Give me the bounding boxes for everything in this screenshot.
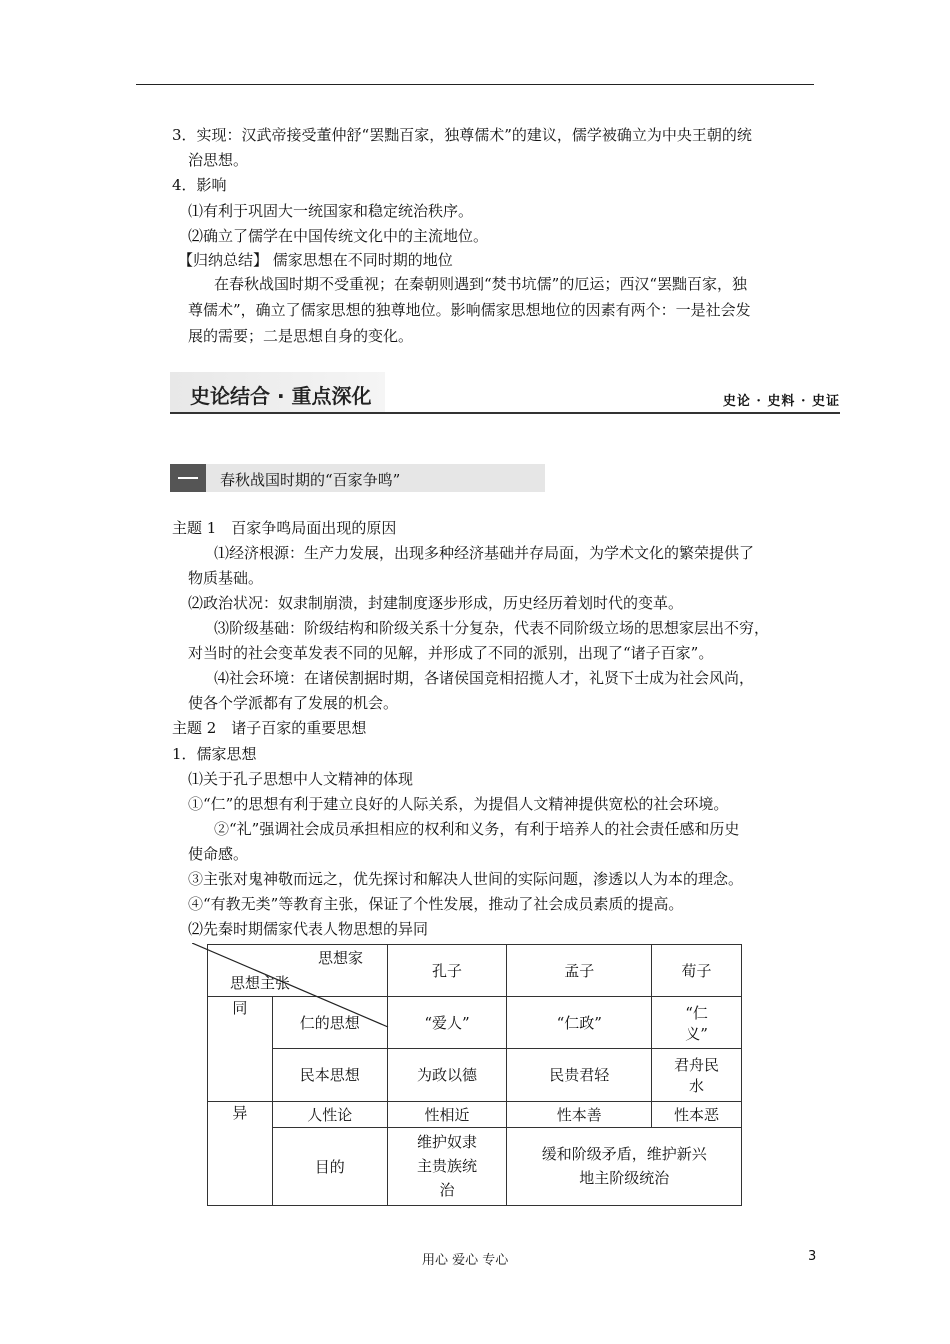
summary-line2: 尊儒术”，确立了儒家思想的独尊地位。影响儒家思想地位的因素有两个：一是社会发	[188, 301, 751, 319]
row-group-diff: 异	[208, 1101, 273, 1205]
cell-ren-xunzi-line1: “仁	[685, 1003, 708, 1022]
theme2-heading1: 1．儒家思想	[172, 745, 257, 763]
summary-title: 【归纳总结】 儒家思想在不同时期的地位	[178, 251, 453, 269]
item3-line1: 3．实现：汉武帝接受董仲舒“罢黜百家，独尊儒术”的建议，儒学被确立为中央王朝的统	[172, 126, 752, 144]
row-label-mu: 目的	[272, 1127, 387, 1205]
summary-line3: 展的需要；二是思想自身的变化。	[188, 327, 414, 345]
row-group-same: 同	[208, 997, 273, 1101]
cell-mu-kongzi	[387, 1127, 507, 1205]
cell-mu-kongzi-line3: 治	[439, 1181, 455, 1200]
subsection-title: 春秋战国时期的“百家争鸣”	[220, 471, 401, 489]
corner-cell	[208, 945, 388, 997]
theme1-p1-line1: ⑴经济根源：生产力发展，出现多种经济基础并存局面，为学术文化的繁荣提供了	[214, 544, 755, 562]
cell-mu-other	[507, 1127, 742, 1205]
col-header-xunzi: 荀子	[652, 945, 742, 997]
item3-line2: 治思想。	[188, 151, 249, 169]
row-label-min: 民本思想	[272, 1049, 387, 1101]
cell-mu-other-line1: 缓和阶级矛盾，维护新兴	[541, 1145, 707, 1164]
item4-point2: ⑵确立了儒学在中国传统文化中的主流地位。	[188, 227, 489, 245]
row-label-ren: 仁的思想	[272, 997, 387, 1049]
comparison-table	[207, 944, 742, 1206]
subsection-number	[170, 464, 206, 492]
theme1-p3-line2: 对当时的社会变革发表不同的见解，并形成了不同的派别，出现了“诸子百家”。	[188, 644, 714, 662]
table-row	[208, 1101, 742, 1127]
subsection-header	[170, 464, 545, 492]
theme2-point2-line1: ②“礼”强调社会成员承担相应的权利和义务，有利于培养人的社会责任感和历史	[214, 820, 740, 838]
section-subtitle: 史论 · 史料 · 史证	[722, 394, 840, 409]
section-header-line	[170, 412, 840, 414]
theme2-title: 主题 2 诸子百家的重要思想	[172, 719, 367, 737]
cell-mu-kongzi-line2: 主贵族统	[417, 1157, 478, 1176]
cell-ren-xunzi-line2: 义”	[685, 1024, 708, 1043]
col-header-mengzi: 孟子	[507, 945, 652, 997]
section-title: 史论结合 · 重点深化	[190, 384, 372, 408]
cell-ren-mengzi: “仁政”	[507, 997, 652, 1049]
theme2-sub1: ⑴关于孔子思想中人文精神的体现	[188, 770, 414, 788]
col-header-kongzi: 孔子	[387, 945, 507, 997]
table-row	[208, 1127, 742, 1205]
cell-min-xunzi-line2: 水	[689, 1076, 705, 1095]
cell-min-mengzi: 民贵君轻	[507, 1049, 652, 1101]
cell-mu-other-line2: 地主阶级统治	[579, 1169, 670, 1188]
theme1-title: 主题 1 百家争鸣局面出现的原因	[172, 519, 397, 537]
item4-heading: 4．影响	[172, 176, 227, 194]
cell-min-kongzi: 为政以德	[387, 1049, 507, 1101]
table-row	[208, 1049, 742, 1101]
theme1-p4-line2: 使各个学派都有了发展的机会。	[188, 694, 399, 712]
theme1-p1-line2: 物质基础。	[188, 569, 264, 587]
item4-point1: ⑴有利于巩固大一统国家和稳定统治秩序。	[188, 202, 474, 220]
section-header	[170, 372, 840, 414]
theme1-p3-line1: ⑶阶级基础：阶级结构和阶级关系十分复杂，代表不同阶级立场的思想家层出不穷，	[214, 619, 770, 637]
cell-min-xunzi-line1: 君舟民	[674, 1055, 720, 1074]
theme2-point1: ①“仁”的思想有利于建立良好的人际关系，为提倡人文精神提供宽松的社会环境。	[188, 795, 729, 813]
cell-mu-kongzi-line1: 维护奴隶	[417, 1133, 478, 1152]
theme1-p4-line1: ⑷社会环境：在诸侯割据时期，各诸侯国竞相招揽人才，礼贤下士成为社会风尚，	[214, 669, 755, 687]
theme2-point2-line2: 使命感。	[188, 845, 249, 863]
cell-xing-kongzi: 性相近	[387, 1101, 507, 1127]
theme2-sub2: ⑵先秦时期儒家代表人物思想的异同	[188, 920, 429, 938]
cell-xing-mengzi: 性本善	[507, 1101, 652, 1127]
row-label-xing: 人性论	[272, 1101, 387, 1127]
table-header-row	[208, 945, 742, 997]
theme2-point3: ③主张对鬼神敬而远之，优先探讨和解决人世间的实际问题，渗透以人为本的理念。	[188, 870, 744, 888]
cell-min-xunzi	[652, 1049, 742, 1101]
corner-bottom-label: 思想主张	[230, 974, 291, 992]
theme1-p2: ⑵政治状况：奴隶制崩溃，封建制度逐步形成，历史经历着划时代的变革。	[188, 594, 684, 612]
cell-xing-xunzi: 性本恶	[652, 1101, 742, 1127]
footer-center: 用心 爱心 专心	[422, 1253, 509, 1268]
page-number: 3	[808, 1249, 817, 1264]
header-rule	[136, 84, 814, 85]
cell-ren-kongzi: “爱人”	[387, 997, 507, 1049]
dash-mark-icon	[178, 477, 198, 479]
cell-ren-xunzi	[652, 997, 742, 1049]
theme2-point4: ④“有教无类”等教育主张，保证了个性发展，推动了社会成员素质的提高。	[188, 895, 684, 913]
corner-top-label: 思想家	[318, 949, 364, 967]
summary-line1: 在春秋战国时期不受重视；在秦朝则遇到“焚书坑儒”的厄运；西汉“罢黜百家，独	[214, 275, 748, 293]
